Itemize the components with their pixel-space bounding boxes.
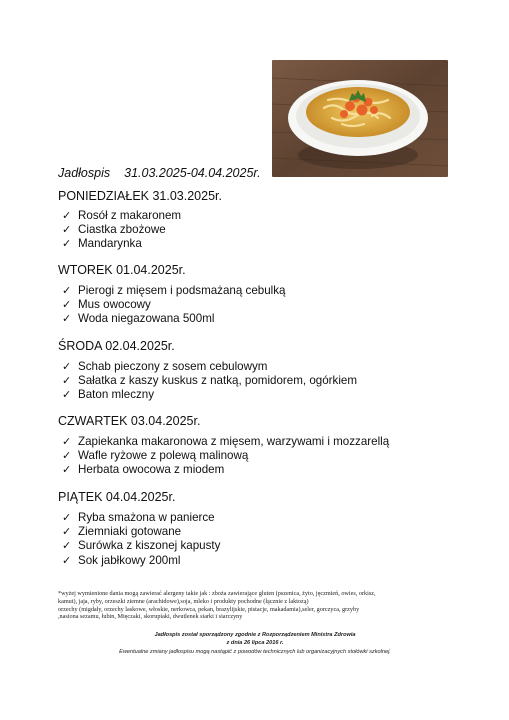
menu-list-wednesday <box>62 360 357 403</box>
list-item <box>62 284 286 298</box>
changes-note: Ewentualne zmiany jadłospisu mogą nastąpić z powodów technicznych lub organizacyjnych stołówki szkolnej. <box>119 649 391 655</box>
checkmark-icon: ✓ <box>62 285 72 297</box>
menu-item-text: Woda niegazowana 500ml <box>78 312 215 326</box>
list-item <box>62 525 220 539</box>
menu-item-text: Wafle ryżowe z polewą malinową <box>78 449 249 463</box>
menu-item-text: Rosół z makaronem <box>78 209 182 222</box>
menu-item-text: Mandarynka <box>78 237 142 251</box>
menu-title-label: Jadłospis <box>58 166 111 180</box>
list-item <box>62 435 389 449</box>
list-item <box>62 554 220 568</box>
footnote-line: orzechy (migdały, orzechy laskowe, włoskie, nerkowca, pekan, brazylijskie, pistacje, makadamia),seler, gorczyca, grzyby <box>58 605 360 613</box>
checkmark-icon: ✓ <box>62 238 72 251</box>
checkmark-icon: ✓ <box>62 554 72 567</box>
list-item <box>62 511 220 525</box>
soup-photo <box>272 60 448 177</box>
menu-list-tuesday <box>62 284 286 327</box>
menu-list-thursday <box>62 435 389 478</box>
list-item <box>62 388 357 402</box>
list-item <box>62 223 181 237</box>
menu-item-text: Surówka z kiszonej kapusty <box>78 539 221 553</box>
menu-item-text: Schab pieczony z sosem cebulowym <box>78 360 268 373</box>
checkmark-icon: ✓ <box>62 299 72 312</box>
footnote-line: ,nasiona sezamu, łubin, Mięczaki, skorupiaki, dwutlenek siarki i siarczyny <box>58 613 243 621</box>
checkmark-icon: ✓ <box>62 540 72 553</box>
list-item <box>62 209 181 223</box>
menu-item-text: Zapiekanka makaronowa z mięsem, warzywami i mozzarellą <box>78 435 390 448</box>
menu-item-text: Ciastka zbożowe <box>78 223 166 237</box>
checkmark-icon: ✓ <box>62 313 72 326</box>
footnote-line: *wyżej wymienione dania mogą zawierać alergeny takie jak : zboża zawierające gluten (pszenica, żyto, jęczmień, owies, orkisz, <box>58 590 376 597</box>
checkmark-icon: ✓ <box>62 526 72 539</box>
menu-item-text: Sałatka z kaszy kuskus z natką, pomidorem, ogórkiem <box>78 374 358 388</box>
list-item <box>62 237 181 251</box>
menu-item-text: Baton mleczny <box>78 388 155 402</box>
footnote-line: kamut), jaja, ryby, orzeszki ziemne (arachidowe),soja, mleko i produkty pochodne (łącznie z laktozą) <box>58 597 309 605</box>
menu-title-dates: 31.03.2025-04.04.2025r. <box>124 166 261 180</box>
day-heading-tuesday: WTOREK 01.04.2025r. <box>58 263 186 277</box>
menu-item-text: Herbata owocowa z miodem <box>78 463 225 477</box>
allergen-footnote <box>58 590 438 621</box>
list-item <box>62 374 357 388</box>
checkmark-icon: ✓ <box>62 375 72 388</box>
list-item <box>62 298 286 312</box>
checkmark-icon: ✓ <box>62 512 72 524</box>
list-item <box>62 449 389 463</box>
day-heading-monday: PONIEDZIAŁEK 31.03.2025r. <box>58 189 222 203</box>
list-item <box>62 463 389 477</box>
regulation-note: Jadłospis został sporządzony zgodnie z Rozporządzeniem Ministra Zdrowia <box>154 632 356 638</box>
checkmark-icon: ✓ <box>62 210 72 222</box>
day-heading-friday: PIĄTEK 04.04.2025r. <box>58 490 176 504</box>
list-item <box>62 312 286 326</box>
checkmark-icon: ✓ <box>62 436 72 448</box>
menu-item-text: Ryba smażona w panierce <box>78 511 215 524</box>
day-heading-wednesday: ŚRODA 02.04.2025r. <box>58 339 175 353</box>
menu-item-text: Ziemniaki gotowane <box>78 525 182 539</box>
checkmark-icon: ✓ <box>62 450 72 463</box>
menu-item-text: Pierogi z mięsem i podsmażaną cebulką <box>78 284 286 297</box>
menu-item-text: Mus owocowy <box>78 298 151 312</box>
day-heading-thursday: CZWARTEK 03.04.2025r. <box>58 414 201 428</box>
checkmark-icon: ✓ <box>62 224 72 237</box>
checkmark-icon: ✓ <box>62 389 72 402</box>
menu-item-text: Sok jabłkowy 200ml <box>78 553 181 567</box>
checkmark-icon: ✓ <box>62 464 72 477</box>
regulation-date: z dnia 26 lipca 2016 r. <box>226 640 284 646</box>
menu-list-monday <box>62 209 181 252</box>
list-item <box>62 539 220 553</box>
checkmark-icon: ✓ <box>62 361 72 373</box>
menu-list-friday <box>62 511 220 568</box>
list-item <box>62 360 357 374</box>
menu-title <box>58 166 261 180</box>
